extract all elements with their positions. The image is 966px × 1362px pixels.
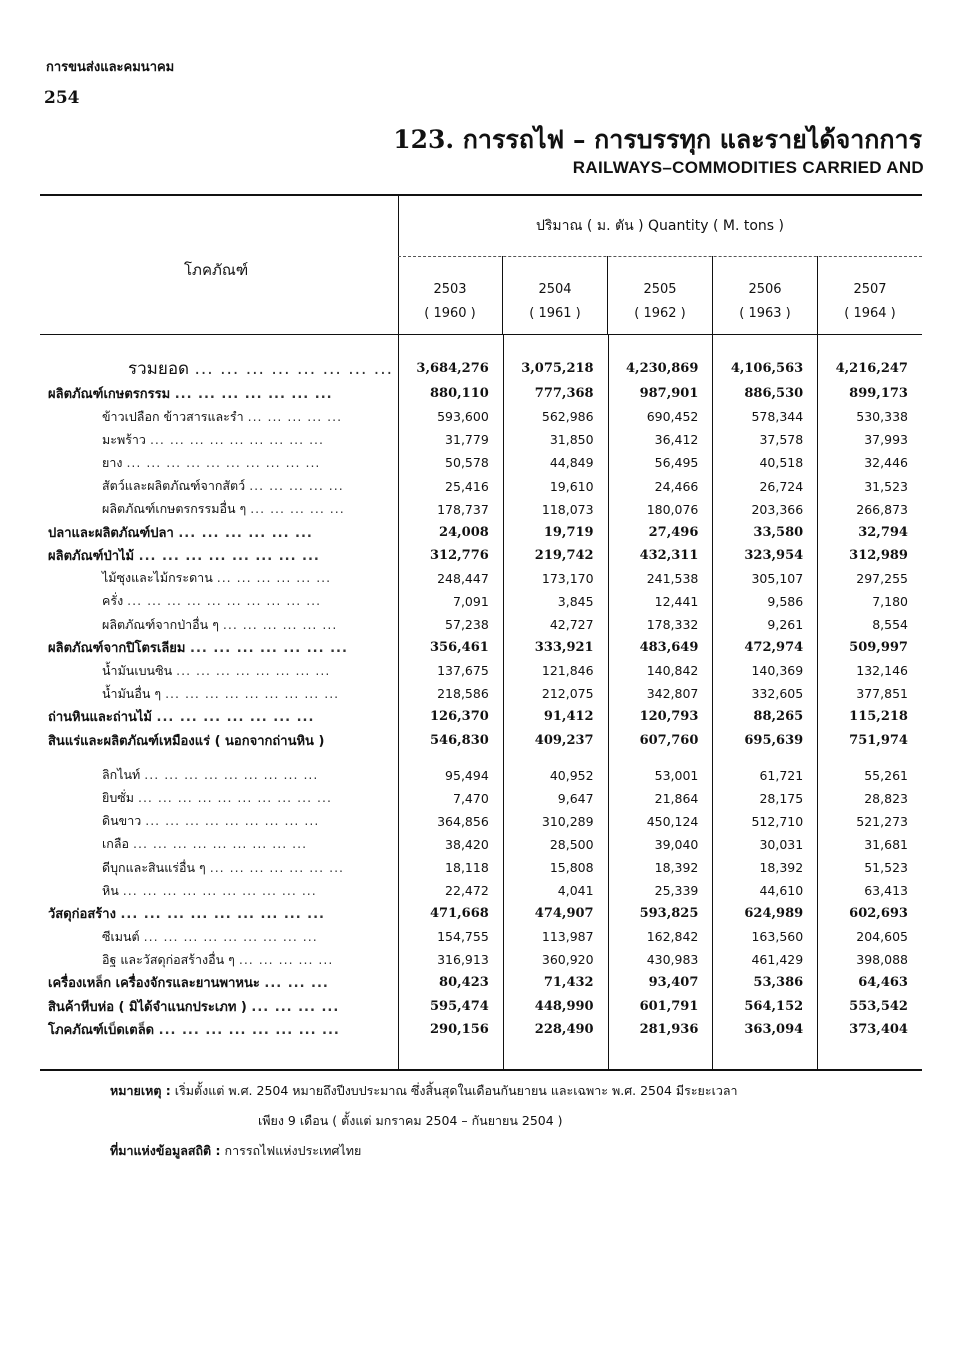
row-label bbox=[40, 788, 398, 808]
value-cell: 474,907 bbox=[534, 906, 594, 922]
value-cell: 88,265 bbox=[753, 709, 804, 725]
value-cell: 690,452 bbox=[646, 409, 699, 425]
value-cell: 44,849 bbox=[549, 455, 594, 471]
table-bottom-rule bbox=[40, 1069, 922, 1071]
row-label bbox=[40, 637, 398, 658]
table-row bbox=[40, 971, 922, 994]
commodity-name: ข้าวเปลือก ข้าวสารและรำ bbox=[102, 408, 244, 424]
table-row bbox=[40, 521, 922, 544]
commodity-name: หิน bbox=[102, 882, 119, 898]
row-label bbox=[40, 407, 398, 427]
commodity-name: ครั่ง bbox=[102, 593, 124, 609]
value-cell: 312,776 bbox=[429, 547, 489, 563]
quantity-header: ปริมาณ ( ม. ตัน ) Quantity ( M. tons ) bbox=[398, 196, 922, 257]
value-cell: 530,338 bbox=[856, 409, 908, 425]
value-cell: 61,721 bbox=[759, 767, 804, 783]
value-cell: 18,118 bbox=[445, 860, 489, 876]
leader-dots: ... ... ... ... ... ... ... ... bbox=[194, 359, 394, 380]
value-cell: 64,463 bbox=[858, 975, 908, 991]
value-cell: 36,412 bbox=[654, 432, 699, 448]
commodity-name: ถ่านหินและถ่านไม้ bbox=[48, 710, 153, 726]
value-cell: 7,091 bbox=[453, 593, 489, 609]
year-header bbox=[503, 256, 608, 334]
value-cell: 19,610 bbox=[549, 478, 594, 494]
value-cell: 32,794 bbox=[858, 524, 908, 540]
leader-dots: ... ... ... ... ... ... bbox=[178, 525, 313, 541]
value-cell: 25,339 bbox=[654, 883, 699, 899]
table-row bbox=[40, 856, 922, 879]
leader-dots: ... ... ... ... ... ... ... ... bbox=[158, 1022, 340, 1038]
commodity-name: ดีบุกและสินแร่อื่น ๆ bbox=[102, 859, 206, 875]
row-label bbox=[40, 591, 398, 611]
value-cell: 899,173 bbox=[849, 386, 908, 402]
source-text: การรถไฟแห่งประเทศไทย bbox=[224, 1143, 362, 1158]
value-cell: 472,974 bbox=[744, 640, 804, 656]
table-row bbox=[40, 764, 922, 787]
table-title-english: RAILWAYS–COMMODITIES CARRIED AND bbox=[572, 158, 924, 177]
table-row bbox=[40, 833, 922, 856]
value-cell: 118,073 bbox=[541, 501, 594, 517]
value-cell: 4,106,563 bbox=[730, 361, 804, 377]
table-header bbox=[40, 196, 922, 334]
value-cell: 777,368 bbox=[534, 386, 594, 402]
leader-dots: ... ... ... ... ... ... ... bbox=[209, 859, 345, 875]
value-cell: 56,495 bbox=[654, 455, 699, 471]
table-row bbox=[40, 636, 922, 659]
table-row bbox=[40, 428, 922, 451]
statistics-table bbox=[40, 194, 922, 1071]
value-cell: 212,075 bbox=[541, 686, 594, 702]
value-cell: 3,075,218 bbox=[521, 361, 594, 377]
value-cell: 450,124 bbox=[646, 813, 699, 829]
commodity-name: น้ำมันอื่น ๆ bbox=[102, 685, 162, 701]
table-row bbox=[40, 879, 922, 902]
value-cell: 564,152 bbox=[744, 998, 804, 1014]
value-cell: 430,983 bbox=[646, 952, 699, 968]
value-cell: 360,920 bbox=[541, 952, 594, 968]
leader-dots: ... ... ... ... ... bbox=[247, 408, 343, 424]
value-cell: 22,472 bbox=[445, 883, 489, 899]
value-cell: 695,639 bbox=[744, 732, 804, 748]
value-cell: 28,500 bbox=[549, 836, 594, 852]
row-label bbox=[40, 383, 398, 404]
remark-line-1 bbox=[110, 1076, 738, 1106]
leader-dots: ... ... ... ... ... bbox=[249, 478, 344, 494]
remark-label: หมายเหตุ : bbox=[110, 1083, 171, 1098]
value-cell: 332,605 bbox=[751, 686, 804, 702]
value-cell: 987,901 bbox=[639, 386, 699, 402]
row-label bbox=[40, 881, 398, 901]
table-title-thai: 123. การรถไฟ – การบรรทุก และรายได้จากการ bbox=[393, 125, 922, 154]
value-cell: 31,681 bbox=[864, 836, 908, 852]
row-label bbox=[40, 1019, 398, 1040]
commodity-name: สินแร่และผลิตภัณฑ์เหมืองแร่ ( นอกจากถ่านหิน ) bbox=[48, 733, 325, 749]
value-cell: 3,684,276 bbox=[416, 361, 489, 377]
value-cell: 7,470 bbox=[453, 790, 489, 806]
commodity-name: เครื่องเหล็ก เครื่องจักรและยานพาหนะ bbox=[48, 976, 260, 992]
row-label bbox=[40, 765, 398, 785]
year-headers bbox=[398, 256, 922, 334]
row-label bbox=[40, 684, 398, 704]
value-cell: 137,675 bbox=[437, 663, 489, 679]
value-cell: 607,760 bbox=[639, 732, 699, 748]
commodity-name: ผลิตภัณฑ์จากป่าอื่น ๆ bbox=[102, 616, 219, 632]
value-cell: 356,461 bbox=[429, 640, 489, 656]
leader-dots: ... ... ... ... ... ... ... bbox=[190, 641, 348, 657]
commodity-name: ผลิตภัณฑ์จากปิโตรเลียม bbox=[48, 641, 186, 657]
table-row bbox=[40, 544, 922, 567]
row-label bbox=[40, 661, 398, 681]
value-cell: 448,990 bbox=[534, 998, 594, 1014]
value-cell: 297,255 bbox=[856, 570, 908, 586]
value-cell: 162,842 bbox=[646, 929, 699, 945]
value-cell: 140,842 bbox=[646, 663, 699, 679]
value-cell: 593,825 bbox=[639, 906, 699, 922]
value-cell: 126,370 bbox=[429, 709, 489, 725]
value-cell: 30,031 bbox=[759, 836, 804, 852]
year-ad: ( 1963 ) bbox=[739, 306, 791, 321]
row-label bbox=[40, 903, 398, 924]
row-label bbox=[40, 996, 398, 1017]
value-cell: 290,156 bbox=[429, 1021, 489, 1037]
row-label bbox=[40, 972, 398, 993]
value-cell: 219,742 bbox=[534, 547, 594, 563]
value-cell: 8,554 bbox=[872, 617, 908, 633]
leader-dots: ... ... ... ... ... ... ... ... ... bbox=[133, 836, 308, 852]
value-cell: 432,311 bbox=[639, 547, 699, 563]
section-title: การขนส่งและคมนาคม bbox=[46, 60, 175, 75]
value-cell: 44,610 bbox=[759, 883, 804, 899]
value-cell: 33,580 bbox=[753, 524, 804, 540]
value-cell: 218,586 bbox=[437, 686, 489, 702]
value-cell: 15,808 bbox=[549, 860, 594, 876]
value-cell: 471,668 bbox=[429, 906, 489, 922]
commodity-name: ดินขาว bbox=[102, 813, 142, 829]
value-cell: 93,407 bbox=[648, 975, 699, 991]
row-label bbox=[40, 545, 398, 566]
commodity-name: วัสดุก่อสร้าง bbox=[48, 907, 116, 923]
commodity-name: ยาง bbox=[102, 454, 123, 470]
stub-header: โภคภัณฑ์ bbox=[184, 261, 249, 279]
commodity-name: ยิบซั่ม bbox=[102, 790, 134, 806]
value-cell: 40,518 bbox=[759, 455, 804, 471]
leader-dots: ... ... ... ... ... ... ... ... bbox=[176, 662, 331, 678]
value-cell: 553,542 bbox=[849, 998, 908, 1014]
value-cell: 9,586 bbox=[767, 593, 804, 609]
value-cell: 132,146 bbox=[856, 663, 908, 679]
value-cell: 50,578 bbox=[445, 455, 489, 471]
row-label bbox=[40, 927, 398, 947]
year-be: 2505 bbox=[643, 282, 677, 297]
table-row bbox=[40, 925, 922, 948]
leader-dots: ... ... ... ... ... ... ... ... ... bbox=[165, 685, 340, 701]
value-cell: 25,416 bbox=[445, 478, 489, 494]
commodity-name: เกลือ bbox=[102, 836, 130, 852]
table-row bbox=[40, 729, 922, 752]
row-label bbox=[40, 858, 398, 878]
total-row bbox=[40, 357, 922, 380]
year-be: 2506 bbox=[748, 282, 782, 297]
row-label bbox=[40, 834, 398, 854]
value-cell: 886,530 bbox=[744, 386, 804, 402]
commodity-name: มะพร้าว bbox=[102, 431, 146, 447]
value-cell: 521,273 bbox=[856, 813, 908, 829]
year-ad: ( 1960 ) bbox=[424, 306, 476, 321]
value-cell: 4,230,869 bbox=[626, 361, 699, 377]
value-cell: 4,216,247 bbox=[835, 361, 908, 377]
value-cell: 28,175 bbox=[759, 790, 804, 806]
row-label bbox=[40, 499, 398, 519]
value-cell: 31,523 bbox=[864, 478, 908, 494]
leader-dots: ... ... ... ... ... ... ... ... ... ... bbox=[127, 593, 322, 609]
value-cell: 38,420 bbox=[445, 836, 489, 852]
commodity-name: ไม้ซุงและไม้กระดาน bbox=[102, 570, 213, 586]
value-cell: 203,366 bbox=[751, 501, 804, 517]
table-row bbox=[40, 902, 922, 925]
commodity-name: ลิกไนท์ bbox=[102, 767, 141, 783]
value-cell: 18,392 bbox=[759, 860, 804, 876]
value-cell: 18,392 bbox=[654, 860, 699, 876]
row-label bbox=[40, 615, 398, 635]
commodity-name: ปลาและผลิตภัณฑ์ปลา bbox=[48, 525, 174, 541]
commodity-name: โภคภัณฑ์เบ็ดเตล็ด bbox=[48, 1022, 155, 1038]
value-cell: 80,423 bbox=[439, 975, 489, 991]
value-cell: 31,779 bbox=[445, 432, 489, 448]
value-cell: 373,404 bbox=[849, 1021, 908, 1037]
value-cell: 342,807 bbox=[646, 686, 699, 702]
year-ad: ( 1962 ) bbox=[634, 306, 686, 321]
commodity-name: ผลิตภัณฑ์ป่าไม้ bbox=[48, 548, 135, 564]
value-cell: 512,710 bbox=[751, 813, 804, 829]
value-cell: 12,441 bbox=[654, 593, 699, 609]
stub-header-cell bbox=[40, 196, 399, 334]
table-row bbox=[40, 474, 922, 497]
value-cell: 266,873 bbox=[856, 501, 908, 517]
year-header bbox=[608, 256, 713, 334]
value-cell: 63,413 bbox=[864, 883, 908, 899]
row-label bbox=[40, 355, 398, 382]
value-cell: 9,647 bbox=[557, 790, 594, 806]
value-cell: 28,823 bbox=[864, 790, 908, 806]
commodity-name: ผลิตภัณฑ์เกษตรกรรม bbox=[48, 387, 171, 403]
value-cell: 377,851 bbox=[856, 686, 908, 702]
year-be: 2503 bbox=[433, 282, 467, 297]
table-row bbox=[40, 682, 922, 705]
value-cell: 32,446 bbox=[864, 455, 908, 471]
commodity-name: สัตว์และผลิตภัณฑ์จากสัตว์ bbox=[102, 478, 246, 494]
value-cell: 31,850 bbox=[549, 432, 594, 448]
table-row bbox=[40, 567, 922, 590]
value-cell: 461,429 bbox=[751, 952, 804, 968]
leader-dots: ... ... ... ... ... ... ... ... bbox=[138, 548, 320, 564]
value-cell: 57,238 bbox=[445, 617, 489, 633]
table-row bbox=[40, 787, 922, 810]
source-line bbox=[110, 1136, 738, 1166]
value-cell: 51,523 bbox=[864, 860, 908, 876]
leader-dots: ... ... ... ... ... ... ... ... ... bbox=[145, 813, 320, 829]
value-cell: 178,737 bbox=[437, 501, 489, 517]
value-cell: 21,864 bbox=[654, 790, 699, 806]
value-cell: 53,001 bbox=[654, 767, 699, 783]
year-ad: ( 1964 ) bbox=[844, 306, 896, 321]
table-row bbox=[40, 948, 922, 971]
leader-dots: ... ... ... ... ... ... ... ... ... ... bbox=[122, 882, 317, 898]
value-cell: 178,332 bbox=[646, 617, 699, 633]
value-cell: 7,180 bbox=[872, 593, 908, 609]
value-cell: 601,791 bbox=[639, 998, 699, 1014]
value-cell: 91,412 bbox=[543, 709, 594, 725]
year-header bbox=[713, 256, 818, 334]
table-row bbox=[40, 995, 922, 1018]
commodity-name: ซีเมนต์ bbox=[102, 928, 140, 944]
value-cell: 305,107 bbox=[751, 570, 804, 586]
commodity-name: อิฐ และวัสดุก่อสร้างอื่น ๆ bbox=[102, 951, 235, 967]
value-cell: 154,755 bbox=[437, 929, 489, 945]
leader-dots: ... ... ... ... ... ... bbox=[216, 570, 332, 586]
leader-dots: ... ... ... ... ... ... ... ... ... bbox=[144, 767, 319, 783]
leader-dots: ... ... ... ... ... ... ... bbox=[174, 387, 333, 403]
row-label bbox=[40, 730, 398, 751]
value-cell: 120,793 bbox=[639, 709, 699, 725]
table-row bbox=[40, 659, 922, 682]
value-cell: 37,578 bbox=[759, 432, 804, 448]
value-cell: 248,447 bbox=[437, 570, 489, 586]
table-row bbox=[40, 1018, 922, 1041]
source-label: ที่มาแห่งข้อมูลสถิติ : bbox=[110, 1143, 221, 1158]
row-label bbox=[40, 522, 398, 543]
year-ad: ( 1961 ) bbox=[529, 306, 581, 321]
value-cell: 333,921 bbox=[534, 640, 594, 656]
commodity-name: น้ำมันเบนซิน bbox=[102, 662, 173, 678]
leader-dots: ... ... ... ... ... ... ... ... ... ... bbox=[126, 454, 321, 470]
value-cell: 55,261 bbox=[864, 767, 908, 783]
value-cell: 578,344 bbox=[751, 409, 804, 425]
value-cell: 509,997 bbox=[849, 640, 908, 656]
row-label bbox=[40, 476, 398, 496]
leader-dots: ... ... ... bbox=[264, 976, 329, 992]
value-cell: 546,830 bbox=[429, 732, 489, 748]
leader-dots: ... ... ... ... ... ... ... ... ... bbox=[143, 928, 318, 944]
leader-dots: ... ... ... ... ... ... ... bbox=[156, 710, 315, 726]
value-cell: 24,466 bbox=[654, 478, 699, 494]
value-cell: 595,474 bbox=[429, 998, 489, 1014]
row-label bbox=[40, 950, 398, 970]
value-cell: 42,727 bbox=[549, 617, 594, 633]
value-cell: 3,845 bbox=[557, 593, 594, 609]
table-row bbox=[40, 705, 922, 728]
value-cell: 281,936 bbox=[639, 1021, 699, 1037]
leader-dots: ... ... ... ... ... ... ... ... ... bbox=[149, 431, 325, 447]
value-cell: 163,560 bbox=[751, 929, 804, 945]
leader-dots: ... ... ... ... ... bbox=[250, 501, 345, 517]
commodity-name: สินค้าหีบห่อ ( มิได้จำแนกประเภท ) bbox=[48, 999, 247, 1015]
commodity-name: ผลิตภัณฑ์เกษตรกรรมอื่น ๆ bbox=[102, 501, 247, 517]
leader-dots: ... ... ... ... bbox=[251, 999, 340, 1015]
value-cell: 180,076 bbox=[646, 501, 699, 517]
value-cell: 115,218 bbox=[849, 709, 908, 725]
value-cell: 95,494 bbox=[445, 767, 489, 783]
table-row bbox=[40, 613, 922, 636]
row-label bbox=[40, 453, 398, 473]
leader-dots: ... ... ... ... ... ... bbox=[222, 616, 338, 632]
year-header bbox=[818, 256, 922, 334]
value-cell: 71,432 bbox=[543, 975, 594, 991]
value-cell: 751,974 bbox=[849, 732, 908, 748]
value-cell: 310,289 bbox=[541, 813, 594, 829]
value-cell: 53,386 bbox=[753, 975, 804, 991]
table-row bbox=[40, 498, 922, 521]
table-body bbox=[40, 335, 922, 1069]
value-cell: 113,987 bbox=[541, 929, 594, 945]
value-cell: 241,538 bbox=[646, 570, 699, 586]
table-row bbox=[40, 590, 922, 613]
table-row bbox=[40, 810, 922, 833]
value-cell: 363,094 bbox=[744, 1021, 804, 1037]
remark-line-2: เพียง 9 เดือน ( ตั้งแต่ มกราคม 2504 – กันยายน 2504 ) bbox=[258, 1113, 563, 1128]
value-cell: 316,913 bbox=[437, 952, 489, 968]
value-cell: 312,989 bbox=[849, 547, 908, 563]
row-label bbox=[40, 568, 398, 588]
remark-text: เริ่มตั้งแต่ พ.ศ. 2504 หมายถึงปีงบประมาณ ซึ่งสิ้นสุดในเดือนกันยายน และเฉพาะ พ.ศ. 2504 มีระยะเวลา bbox=[174, 1083, 738, 1098]
leader-dots: ... ... ... ... ... ... ... ... ... bbox=[120, 907, 325, 923]
value-cell: 323,954 bbox=[744, 547, 804, 563]
value-cell: 39,040 bbox=[654, 836, 699, 852]
value-cell: 24,008 bbox=[439, 524, 489, 540]
leader-dots: ... ... ... ... ... bbox=[238, 951, 334, 967]
row-label bbox=[40, 706, 398, 727]
value-cell: 409,237 bbox=[534, 732, 594, 748]
leader-dots: ... ... ... ... ... ... ... ... ... ... bbox=[137, 790, 332, 806]
value-cell: 228,490 bbox=[534, 1021, 594, 1037]
year-be: 2507 bbox=[853, 282, 887, 297]
value-cell: 880,110 bbox=[429, 386, 489, 402]
value-cell: 593,600 bbox=[437, 409, 489, 425]
table-row bbox=[40, 451, 922, 474]
value-cell: 26,724 bbox=[759, 478, 804, 494]
value-cell: 398,088 bbox=[856, 952, 908, 968]
value-cell: 602,693 bbox=[849, 906, 908, 922]
value-cell: 19,719 bbox=[543, 524, 594, 540]
commodity-name: รวมยอด bbox=[128, 359, 190, 380]
value-cell: 9,261 bbox=[767, 617, 804, 633]
row-label bbox=[40, 811, 398, 831]
table-row bbox=[40, 382, 922, 405]
value-cell: 562,986 bbox=[541, 409, 594, 425]
row-label bbox=[40, 430, 398, 450]
table-row bbox=[40, 405, 922, 428]
page-number: 254 bbox=[44, 88, 80, 108]
value-cell: 204,605 bbox=[856, 929, 908, 945]
value-cell: 4,041 bbox=[557, 883, 594, 899]
value-cell: 173,170 bbox=[541, 570, 594, 586]
year-be: 2504 bbox=[538, 282, 572, 297]
value-cell: 140,369 bbox=[751, 663, 804, 679]
value-cell: 40,952 bbox=[549, 767, 594, 783]
footnotes bbox=[110, 1076, 738, 1166]
value-cell: 121,846 bbox=[541, 663, 594, 679]
value-cell: 37,993 bbox=[864, 432, 908, 448]
value-cell: 364,856 bbox=[437, 813, 489, 829]
value-cell: 624,989 bbox=[744, 906, 804, 922]
value-cell: 483,649 bbox=[639, 640, 699, 656]
year-header bbox=[398, 256, 503, 334]
value-cell: 27,496 bbox=[648, 524, 699, 540]
